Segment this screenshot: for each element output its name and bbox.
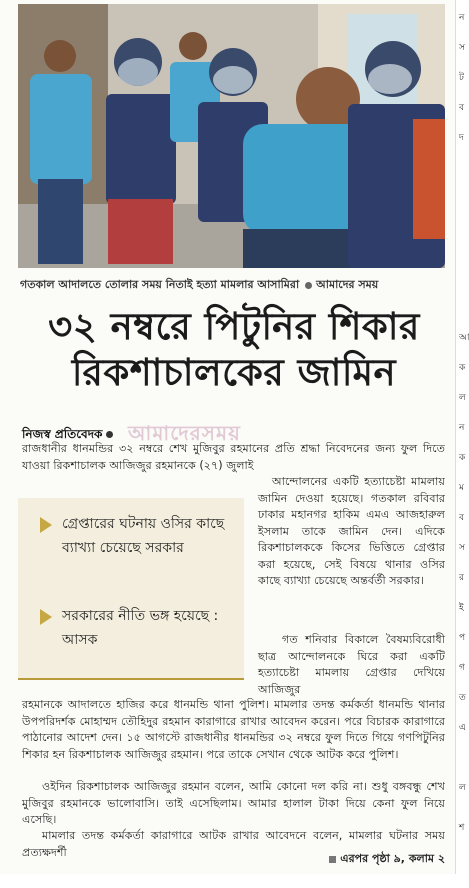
paragraph-2-full: রহমানকে আদালতে হাজির করে ধানমন্ডি থানা পুলিশ। মামলার তদন্ত কর্মকর্তা ধানমন্ডি থানার উপপরিদর্শক মোহাম্মদ তৌহিদুর রহমান কারাগারে রাখার আবেদন করেন। পরে বিচারক কারাগারে পাঠানোর আদেশ দেন। ১৫ আগস্টে রাজধানীর ধানমন্ডির ৩২ নম্বরে ফুল দিতে গিয়ে গণপিটুনির শিকার হন রিকশাচালক আজিজুর রহমান। পরে তাকে সেখান থেকে আটক করে পুলিশ। xyxy=(22,698,445,761)
headline-line-1: ৩২ নম্বরে পিটুনির শিকার xyxy=(48,305,420,348)
triangle-bullet-icon xyxy=(40,609,52,625)
edge-glyph: ন xyxy=(459,13,465,23)
edge-glyph: ক xyxy=(459,453,466,463)
edge-glyph: স xyxy=(459,543,465,553)
caption-bullet xyxy=(305,282,312,289)
edge-glyph: গ xyxy=(459,663,465,673)
edge-glyph: ব xyxy=(459,513,465,523)
paragraph-3-full: ওইদিন রিকশাচালক আজিজুর রহমান বলেন, আমি কোনো দল করি না। শুধু বঙ্গবন্ধু শেখ মুজিবুর রহমানকে ভালোবাসি। তাই এসেছিলাম। আমার হালাল টাকা দিয়ে কেনা ফুল নিয়ে এসেছি। xyxy=(22,780,445,826)
edge-glyph: এ xyxy=(459,723,466,733)
bottom-strip xyxy=(0,874,469,888)
edge-glyph: স xyxy=(459,43,465,53)
continued-square-icon xyxy=(329,856,336,863)
watermark-logo: আমাদেরসময় xyxy=(128,421,241,445)
adjacent-column-edge xyxy=(455,0,469,888)
edge-glyph: ট xyxy=(459,73,464,83)
byline-text: নিজস্ব প্রতিবেদক xyxy=(22,427,103,441)
edge-glyph: ম xyxy=(459,483,464,493)
highlight-text-2: সরকারের নীতি ভঙ্গ হয়েছে : আসক xyxy=(62,608,219,648)
paragraph-4-full: মামলার তদন্ত কর্মকর্তা কারাগারে আটক রাখার আবেদনে বলেন, মামলার ঘটনার সময় প্রত্যক্ষদর্শী xyxy=(22,829,445,859)
edge-glyph: শ xyxy=(459,823,465,833)
triangle-bullet-icon xyxy=(40,517,52,533)
caption-credit: আমাদের সময় xyxy=(316,278,379,291)
paragraph-2-right: গত শনিবার বিকালে বৈষম্যবিরোধী ছাত্র আন্দোলনকে ঘিরে করা একটি হত্যাচেষ্টা মামলায় গ্রেপ্তার দেখিয়ে আজিজুর xyxy=(258,633,445,696)
headline xyxy=(18,304,450,396)
edge-glyph: প xyxy=(459,633,466,643)
byline-bullet xyxy=(106,431,113,438)
edge-glyph: আ xyxy=(459,333,469,343)
edge-glyph: র xyxy=(459,573,464,583)
edge-glyph: ল xyxy=(459,783,466,793)
continued-text: এরপর পৃষ্ঠা ৯, কলাম ২ xyxy=(340,852,445,865)
photo-caption xyxy=(20,276,450,295)
news-photo xyxy=(18,4,445,268)
edge-glyph: ব xyxy=(459,103,465,113)
highlight-text-1: গ্রেপ্তারের ঘটনায় ওসির কাছে ব্যাখ্যা চেয়েছে সরকার xyxy=(62,516,225,556)
photo-illustration xyxy=(18,4,445,268)
caption-text: গতকাল আদালতে তোলার সময় নিতাই হত্যা মামলার আসামিরা xyxy=(20,278,300,291)
edge-glyph: ন xyxy=(459,423,465,433)
paragraph-1-right: আন্দোলনের একটি হত্যাচেষ্টা মামলায় জামিন দেওয়া হয়েছে। গতকাল রবিবার ঢাকার মহানগর হাকিম এমএ আজহারুল ইসলাম তাকে জামিন দেন। এদিকে রিকশাচালককে কিসের ভিত্তিতে গ্রেপ্তার করা হয়েছে, সেই বিষয়ে থানার ওসির কাছে ব্যাখ্যা চেয়েছে অন্তর্বর্তী সরকার। xyxy=(258,475,445,587)
paragraph-1-full: রাজধানীর ধানমন্ডির ৩২ নম্বরে শেখ মুজিবুর রহমানের প্রতি শ্রদ্ধা নিবেদনের জন্য ফুল দিতে যাওয়া রিকশাচালক আজিজুর রহমানকে (২৭) জুলাই xyxy=(22,442,445,472)
highlight-item-2 xyxy=(40,604,240,652)
highlight-box xyxy=(18,498,244,680)
headline-line-2: রিকশাচালকের জামিন xyxy=(71,351,397,394)
highlight-item-1 xyxy=(40,512,240,560)
edge-glyph: ই xyxy=(459,603,464,613)
edge-glyph: ল xyxy=(459,393,466,403)
continued-reference xyxy=(329,850,445,869)
edge-glyph: ত xyxy=(459,693,466,703)
edge-glyph: ক xyxy=(459,363,466,373)
edge-glyph: দ xyxy=(459,133,464,143)
